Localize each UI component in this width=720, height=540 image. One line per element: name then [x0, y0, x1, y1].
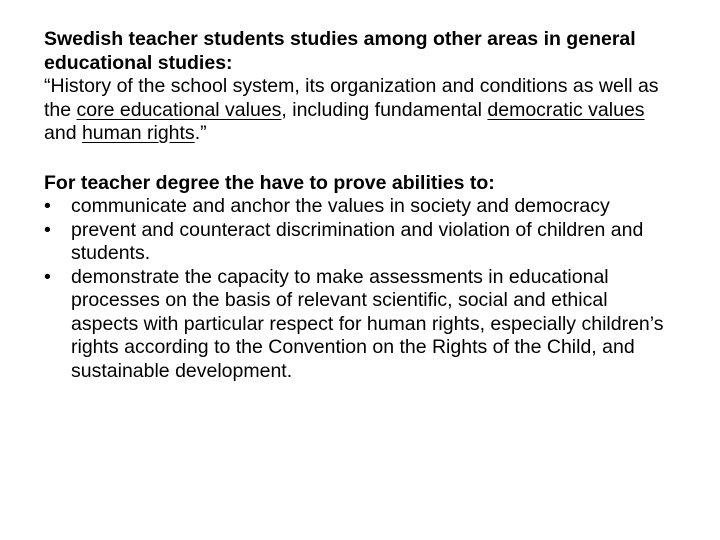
list-item [44, 219, 680, 266]
intro-quote [44, 75, 680, 146]
list-item [44, 266, 680, 384]
quote-end: .” [194, 122, 207, 144]
degree-heading: For teacher degree the have to prove abilities to: [44, 171, 495, 194]
quote-text-part3: and [44, 122, 82, 144]
list-item-text: communicate and anchor the values in society and democracy [71, 195, 610, 217]
list-item-text: demonstrate the capacity to make assessments in educational processes on the basis of relevant scientific, social and ethical aspects with particular respect for human rights, especially children’s rights according to the Convention on the Rights of the Child, and sustainable development. [71, 265, 664, 382]
intro-heading: Swedish teacher students studies among other areas in general educational studies: [44, 28, 636, 74]
section-gap [44, 146, 680, 172]
slide-content [44, 28, 680, 383]
core-educational-values-text: core educational values [76, 98, 282, 121]
bullet-icon: • [44, 218, 51, 241]
human-rights-text: human rights [81, 122, 195, 144]
quote-text-part1: “History of the school system, its organization and conditions as well as the [44, 75, 659, 121]
bullet-icon: • [44, 195, 51, 217]
democratic-values-text: democratic values [487, 98, 645, 121]
list-item-text: prevent and counteract discrimination and violation of children and students. [71, 218, 644, 264]
bullet-icon: • [44, 265, 51, 288]
quote-text-part2: , including fundamental [281, 98, 488, 121]
abilities-list [44, 195, 680, 383]
list-item [44, 195, 680, 219]
